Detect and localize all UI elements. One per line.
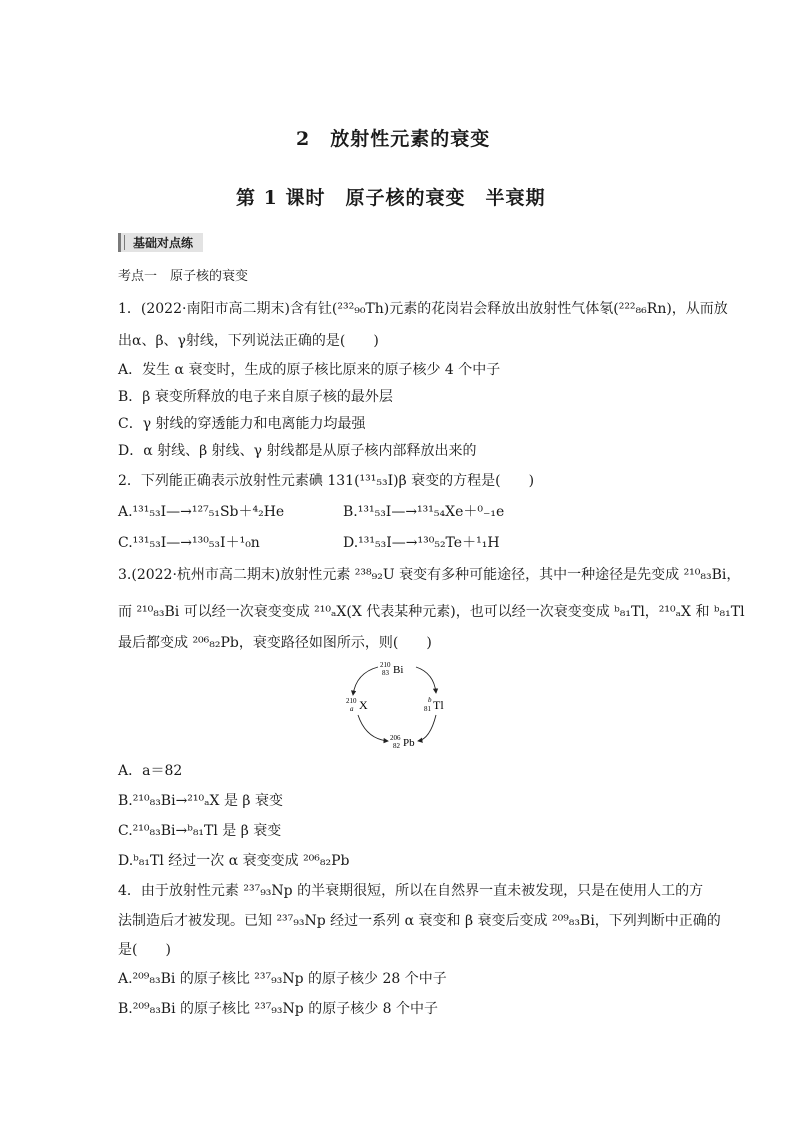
node-pb [390,734,415,750]
pb-atomic: 82 [393,742,400,750]
x-symbol: X [359,698,368,712]
node-bi [380,661,403,677]
q2-option-c: C.¹³¹₅₃I—→¹³⁰₅₃I＋¹₀n [118,535,260,551]
q3-option-d: D.ᵇ₈₁Tl 经过一次 α 衰变变成 ²⁰⁶₈₂Pb [118,853,350,869]
arrow-bi-to-tl [416,667,436,693]
bi-symbol: Bi [393,664,404,676]
q1-option-a: A．发生 α 衰变时，生成的原子核比原来的原子核少 4 个中子 [118,362,501,378]
pb-mass: 206 [390,734,401,742]
q1-stem-line2: 出α、β、γ射线，下列说法正确的是( ) [118,333,379,349]
tl-atomic: 81 [424,705,431,713]
tl-symbol: Tl [433,698,444,712]
q4-stem-line3: 是( ) [118,942,171,958]
section-title: 2 放射性元素的衰变 [296,128,491,150]
q2-stem: 2．下列能正确表示放射性元素碘 131(¹³¹₅₃I)β 衰变的方程是( ) [118,473,535,489]
q3-stem-line2: 而 ²¹⁰₈₃Bi 可以经一次衰变变成 ²¹⁰ₐX(X 代表某种元素)，也可以经一次衰变变成 ᵇ₈₁Tl，²¹⁰ₐX 和 ᵇ₈₁Tl [118,604,745,620]
q3-option-c: C.²¹⁰₈₃Bi→ᵇ₈₁Tl 是 β 衰变 [118,823,282,839]
arrow-x-to-pb [358,715,388,741]
bi-mass: 210 [380,661,391,669]
q2-option-a: A.¹³¹₅₃I—→¹²⁷₅₁Sb＋⁴₂He [118,504,285,520]
tl-mass: b [428,696,432,704]
node-x [346,697,368,713]
practice-badge: 基础对点练 [118,233,203,252]
q3-option-b: B.²¹⁰₈₃Bi→²¹⁰ₐX 是 β 衰变 [118,793,283,809]
q4-option-a: A.²⁰⁹₈₃Bi 的原子核比 ²³⁷₉₃Np 的原子核少 28 个中子 [118,971,447,987]
q3-option-a: A．a＝82 [118,763,183,779]
q1-stem-line1: 1．(2022·南阳市高二期末)含有钍(²³²₉₀Th)元素的花岗岩会释放出放射性气体氡(²²²₈₆Rn)，从而放 [118,301,728,317]
bi-atomic: 83 [382,669,389,677]
q4-option-b: B.²⁰⁹₈₃Bi 的原子核比 ²³⁷₉₃Np 的原子核少 8 个中子 [118,1001,438,1017]
q2-option-d: D.¹³¹₅₃I—→¹³⁰₅₂Te＋¹₁H [343,535,500,551]
q3-stem-line1: 3.(2022·杭州市高二期末)放射性元素 ²³⁸₉₂U 衰变有多种可能途径，其中一种途径是先变成 ²¹⁰₈₃Bi， [118,567,741,583]
x-atomic: a [350,705,354,713]
decay-path-diagram [340,655,455,755]
lesson-title: 第 1 课时 原子核的衰变 半衰期 [236,187,546,209]
q3-stem-line3: 最后都变成 ²⁰⁶₈₂Pb，衰变路径如图所示，则( ) [118,635,432,651]
arrow-bi-to-x [353,667,378,695]
q1-option-d: D．α 射线、β 射线、γ 射线都是从原子核内部释放出来的 [118,443,477,459]
x-mass: 210 [346,697,357,705]
topic-heading: 考点一 原子核的衰变 [118,269,249,284]
pb-symbol: Pb [403,737,415,749]
q4-stem-line2: 法制造后才被发现。已知 ²³⁷₉₃Np 经过一系列 α 衰变和 β 衰变后变成 ²⁰⁹₈₃Bi，下列判断中正确的 [118,913,721,929]
q1-option-c: C．γ 射线的穿透能力和电离能力均最强 [118,416,366,432]
q2-option-b: B.¹³¹₅₃I—→¹³¹₅₄Xe＋⁰₋₁e [343,504,505,520]
q1-option-b: B．β 衰变所释放的电子来自原子核的最外层 [118,389,393,405]
arrow-tl-to-pb [418,715,436,741]
node-tl [424,696,444,713]
q4-stem-line1: 4．由于放射性元素 ²³⁷₉₃Np 的半衰期很短，所以在自然界一直未被发现，只是在使用人工的方 [118,883,704,899]
